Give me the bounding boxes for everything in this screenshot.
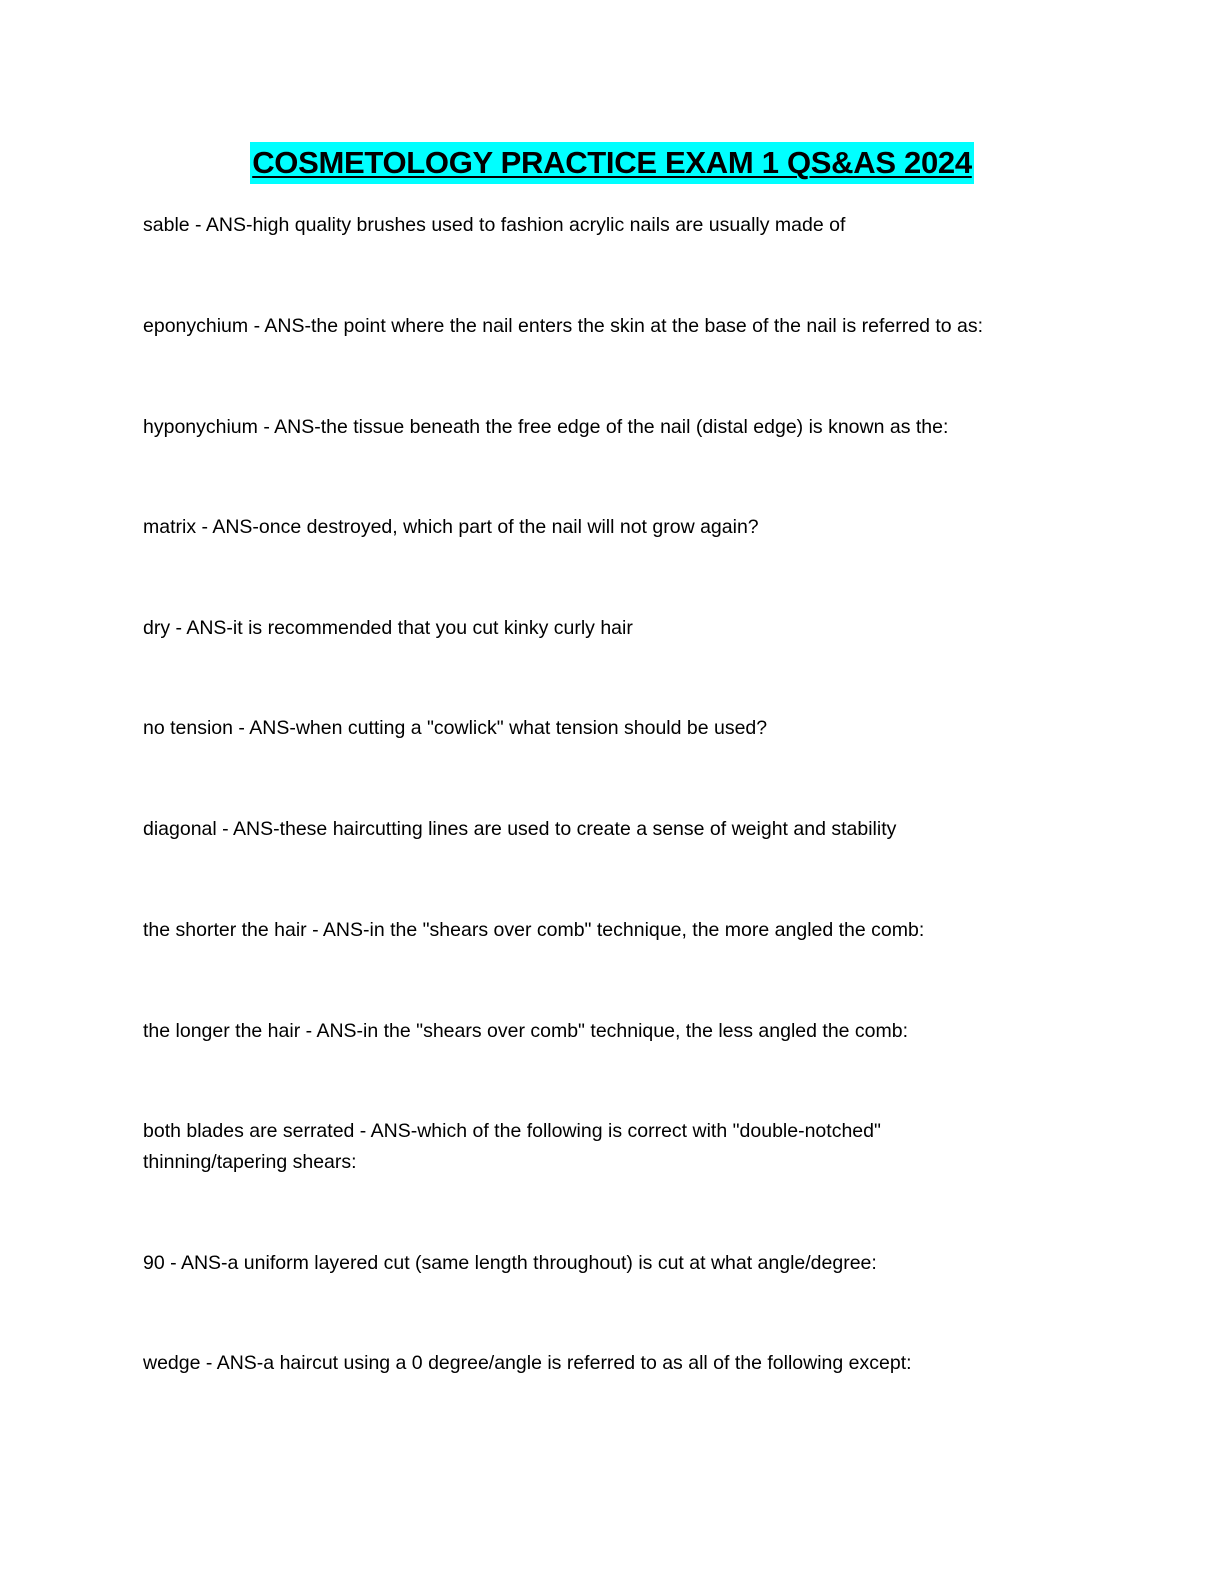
document-title: COSMETOLOGY PRACTICE EXAM 1 QS&AS 2024 (250, 142, 974, 184)
qa-item-3: hyponychium - ANS-the tissue beneath the free edge of the nail (distal edge) is known as the: (143, 416, 949, 438)
qa-item-2: eponychium - ANS-the point where the nail enters the skin at the base of the nail is referred to as: (143, 315, 984, 337)
qa-item-9: the longer the hair - ANS-in the "shears over comb" technique, the less angled the comb: (143, 1020, 909, 1042)
qa-item-1: sable - ANS-high quality brushes used to fashion acrylic nails are usually made of (143, 214, 846, 236)
qa-item-6: no tension - ANS-when cutting a "cowlick" what tension should be used? (143, 717, 768, 739)
qa-item-8: the shorter the hair - ANS-in the "shears over comb" technique, the more angled the comb: (143, 919, 925, 941)
qa-item-12: wedge - ANS-a haircut using a 0 degree/angle is referred to as all of the following except: (143, 1352, 912, 1374)
qa-item-4: matrix - ANS-once destroyed, which part of the nail will not grow again? (143, 516, 759, 538)
qa-item-10: both blades are serrated - ANS-which of the following is correct with "double-notched" thinning/tapering shears: (143, 1120, 881, 1173)
qa-item-5: dry - ANS-it is recommended that you cut kinky curly hair (143, 617, 633, 639)
qa-item-11: 90 - ANS-a uniform layered cut (same length throughout) is cut at what angle/degree: (143, 1252, 877, 1274)
title-container (0, 142, 1224, 184)
qa-item-7: diagonal - ANS-these haircutting lines are used to create a sense of weight and stability (143, 818, 897, 840)
